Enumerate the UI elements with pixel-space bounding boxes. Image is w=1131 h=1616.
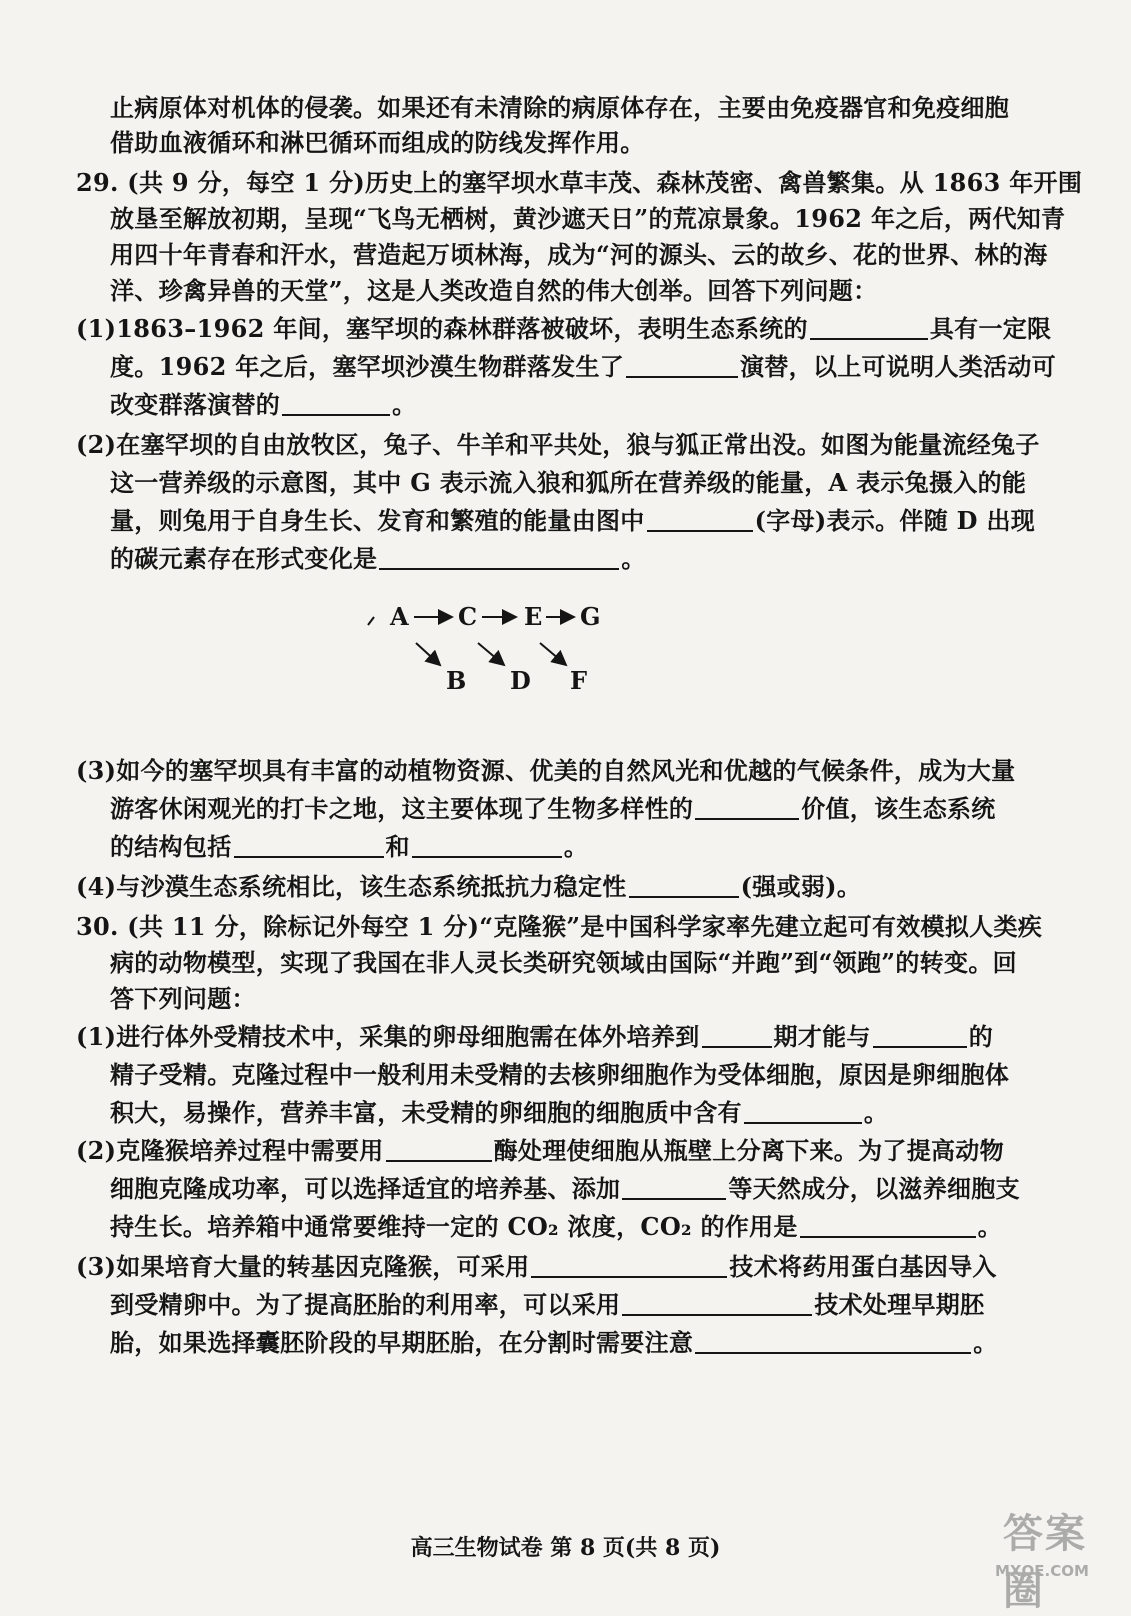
line-text: 30. (共 11 分，除标记外每空 1 分)“克隆猴”是中国科学家率先建立起可有效模拟人类疾 [76, 912, 1043, 941]
watermark-logo [985, 1502, 1125, 1614]
energy-flow-diagram [360, 595, 640, 705]
answer-blank[interactable] [873, 1024, 967, 1048]
line-text: 和 [385, 832, 410, 861]
text-line [110, 1060, 1009, 1090]
node-f: F [570, 666, 588, 695]
line-text: 。 [621, 544, 646, 573]
node-d: D [510, 666, 531, 695]
question-29-heading [76, 168, 1082, 198]
line-text: (3)如果培育大量的转基因克隆猴，可采用 [76, 1252, 530, 1281]
answer-blank[interactable] [412, 834, 562, 858]
line-text: (强或弱)。 [740, 872, 862, 901]
line-text: 止病原体对机体的侵袭。如果还有未清除的病原体存在，主要由免疫器官和免疫细胞 [110, 93, 1010, 122]
line-text: (字母)表示。伴随 D 出现 [754, 506, 1036, 535]
text-line [110, 1290, 984, 1320]
question-30-heading [76, 912, 1042, 942]
line-text: 胎，如果选择囊胚阶段的早期胚胎，在分割时需要注意 [110, 1328, 694, 1357]
text-line [110, 204, 1065, 234]
watermark-site: MXQE.COM [995, 1562, 1089, 1580]
line-text: 用四十年青春和汗水，营造起万顷林海，成为“河的源头、云的故乡、花的世界、林的海 [110, 240, 1048, 269]
text-line [110, 832, 588, 862]
line-text: 细胞克隆成功率，可以选择适宜的培养基、添加 [110, 1174, 621, 1203]
text-line [110, 390, 416, 420]
line-text: 期才能与 [773, 1022, 871, 1051]
line-text: 这一营养级的示意图，其中 G 表示流入狼和狐所在营养级的能量，A 表示兔摄入的能 [110, 468, 1027, 497]
line-text: (2)克隆猴培养过程中需要用 [76, 1136, 384, 1165]
answer-blank[interactable] [379, 546, 619, 570]
answer-blank[interactable] [622, 1292, 812, 1316]
text-line [110, 544, 646, 574]
line-text: 。 [977, 1212, 1003, 1241]
line-text: 答下列问题： [110, 984, 256, 1013]
line-text: 。 [973, 1328, 998, 1357]
text-line [110, 948, 1017, 978]
question-29-3 [76, 756, 1015, 786]
page-footer: 高三生物试卷 第 8 页(共 8 页) [410, 1535, 721, 1561]
answer-blank[interactable] [647, 508, 753, 532]
line-text: 积大，易操作，营养丰富，未受精的卵细胞的细胞质中含有 [110, 1098, 742, 1127]
line-text: (3)如今的塞罕坝具有丰富的动植物资源、优美的自然风光和优越的气候条件，成为大量 [76, 756, 1016, 785]
watermark-glyph: 答案圈 [1003, 1511, 1087, 1614]
answer-blank[interactable] [234, 834, 384, 858]
answer-blank[interactable] [386, 1138, 492, 1162]
line-text: 等天然成分，以滋养细胞支 [728, 1174, 1020, 1203]
node-c: C [458, 602, 478, 631]
line-text: (1)进行体外受精技术中，采集的卵母细胞需在体外培养到 [76, 1022, 700, 1051]
answer-blank[interactable] [629, 874, 739, 898]
answer-blank[interactable] [800, 1214, 976, 1238]
line-text: (4)与沙漠生态系统相比，该生态系统抵抗力稳定性 [76, 872, 627, 901]
line-text: 度。1962 年之后，塞罕坝沙漠生物群落发生了 [110, 352, 625, 381]
text-line [110, 1328, 998, 1358]
text-line [110, 1174, 1020, 1204]
line-text: 精子受精。克隆过程中一般利用未受精的去核卵细胞作为受体细胞，原因是卵细胞体 [110, 1060, 1010, 1089]
arrow-e-f [540, 643, 566, 665]
text-line [110, 352, 1056, 382]
answer-blank[interactable] [810, 316, 928, 340]
answer-blank[interactable] [531, 1254, 727, 1278]
line-text: 改变群落演替的 [110, 390, 281, 419]
line-text: 的结构包括 [110, 832, 232, 861]
text-line [110, 128, 645, 158]
text-line [110, 468, 1026, 498]
text-line [110, 984, 256, 1014]
line-text: 技术将药用蛋白基因导入 [729, 1252, 997, 1281]
question-30-2 [76, 1136, 1004, 1166]
line-text: 的碳元素存在形式变化是 [110, 544, 378, 573]
line-text: 持生长。培养箱中通常要维持一定的 CO₂ 浓度，CO₂ 的作用是 [110, 1212, 798, 1241]
line-text: 量，则兔用于自身生长、发育和繁殖的能量由图中 [110, 506, 645, 535]
text-line [110, 1098, 888, 1128]
arrow-c-d [478, 643, 504, 665]
line-text: 洋、珍禽异兽的天堂”，这是人类改造自然的伟大创举。回答下列问题： [110, 276, 878, 305]
line-text: 技术处理早期胚 [814, 1290, 985, 1319]
line-text: 到受精卵中。为了提高胚胎的利用率，可以采用 [110, 1290, 621, 1319]
text-line [110, 276, 877, 306]
question-30-1 [76, 1022, 993, 1052]
line-text: 的 [968, 1022, 994, 1051]
line-text: 。 [563, 832, 589, 861]
text-line [110, 506, 1035, 536]
node-g: G [580, 602, 601, 631]
inflow-arrow [368, 617, 374, 625]
text-line [110, 1212, 1002, 1242]
text-line [110, 93, 1009, 123]
text-line [110, 240, 1048, 270]
answer-blank[interactable] [695, 796, 799, 820]
line-text: (1)1863–1962 年间，塞罕坝的森林群落被破坏，表明生态系统的 [76, 314, 808, 343]
line-text: 借助血液循环和淋巴循环而组成的防线发挥作用。 [110, 128, 645, 157]
arrow-a-b [416, 643, 440, 665]
line-text: 演替，以上可说明人类活动可 [740, 352, 1056, 381]
line-text: 29. (共 9 分，每空 1 分)历史上的塞罕坝水草丰茂、森林茂密、禽兽繁集。从 1863 年开围 [76, 168, 1083, 197]
node-a: A [390, 602, 409, 631]
answer-blank[interactable] [744, 1100, 862, 1124]
node-e: E [524, 602, 543, 631]
line-text: 价值，该生态系统 [801, 794, 996, 823]
answer-blank[interactable] [626, 354, 738, 378]
line-text: 病的动物模型，实现了我国在非人灵长类研究领域由国际“并跑”到“领跑”的转变。回 [110, 948, 1017, 977]
text-line [110, 794, 996, 824]
line-text: 游客休闲观光的打卡之地，这主要体现了生物多样性的 [110, 794, 694, 823]
question-29-1 [76, 314, 1051, 344]
line-text: 。 [392, 390, 417, 419]
node-b: B [446, 666, 467, 695]
answer-blank[interactable] [282, 392, 390, 416]
answer-blank[interactable] [622, 1176, 726, 1200]
question-29-4 [76, 872, 861, 902]
line-text: 。 [863, 1098, 889, 1127]
question-30-3 [76, 1252, 997, 1282]
line-text: 具有一定限 [929, 314, 1052, 343]
answer-blank[interactable] [695, 1330, 971, 1354]
line-text: 放垦至解放初期，呈现“飞鸟无栖树，黄沙遮天日”的荒凉景象。1962 年之后，两代知青 [110, 204, 1066, 233]
question-29-2 [76, 430, 1040, 460]
answer-blank[interactable] [702, 1024, 772, 1048]
line-text: 酶处理使细胞从瓶壁上分离下来。为了提高动物 [493, 1136, 1004, 1165]
line-text: (2)在塞罕坝的自由放牧区，兔子、牛羊和平共处，狼与狐正常出没。如图为能量流经兔子 [76, 430, 1040, 459]
